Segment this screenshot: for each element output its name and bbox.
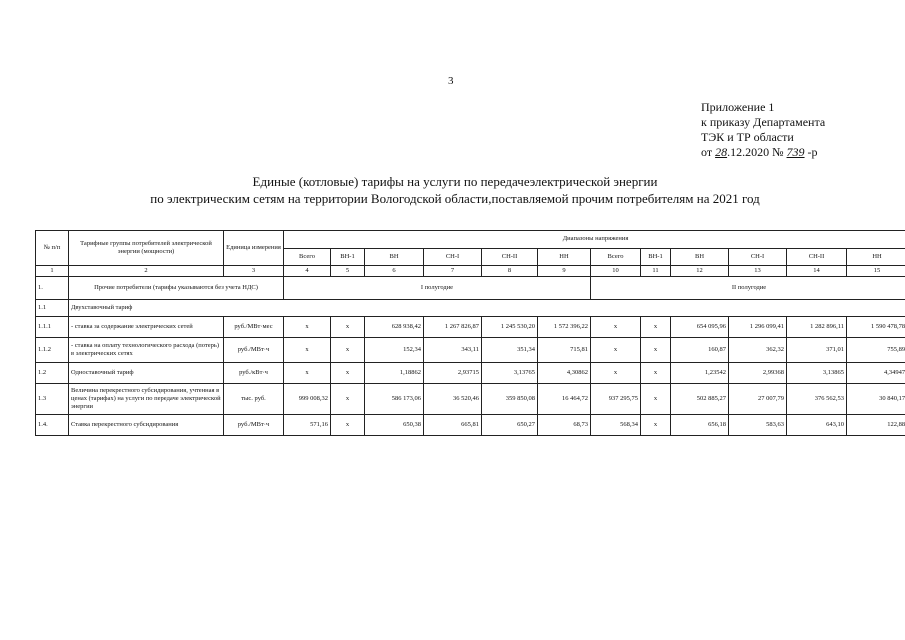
row-label: Ставка перекрестного субсидирования <box>69 415 224 436</box>
value-cell: 650,38 <box>365 415 424 436</box>
value-cell: 715,81 <box>538 338 591 363</box>
value-cell: 665,81 <box>424 415 482 436</box>
col-number: 10 <box>591 266 641 277</box>
appendix-date <box>701 145 825 160</box>
row-label: Одноставочный тариф <box>69 363 224 384</box>
value-cell: 362,32 <box>729 338 787 363</box>
value-cell: 2,99368 <box>729 363 787 384</box>
value-cell: 1 296 099,41 <box>729 317 787 338</box>
value-cell: 4,34947 <box>847 363 905 384</box>
appendix-line-2: к приказу Департамента <box>701 115 826 129</box>
row-num: 1.3 <box>36 384 69 415</box>
col-number: 8 <box>482 266 538 277</box>
row-label: Величина перекрестного субсидирования, учтенная в ценах (тарифах) на услуги по передаче электрической энергии <box>69 384 224 415</box>
header-row-1 <box>36 231 905 249</box>
table-row <box>36 363 905 384</box>
col-number: 3 <box>224 266 284 277</box>
value-cell: 1 245 530,20 <box>482 317 538 338</box>
value-cell: x <box>641 338 671 363</box>
section-row-1-1 <box>36 300 905 317</box>
half-year-1: I полугодие <box>284 277 591 300</box>
col-number: 9 <box>538 266 591 277</box>
level-cell: Всего <box>284 248 331 266</box>
level-cell: ВН <box>671 248 729 266</box>
header-unit: Единица измерения <box>224 231 284 266</box>
section-num: 1. <box>36 277 69 300</box>
value-cell: 1 590 478,78 <box>847 317 905 338</box>
value-cell: 376 562,53 <box>787 384 847 415</box>
value-cell: x <box>591 363 641 384</box>
document-title-line-1: Единые (котловые) тарифы на услуги по передачеэлектрической энергии <box>252 174 658 189</box>
column-number-row <box>36 266 905 277</box>
table-row <box>36 317 905 338</box>
value-cell: 571,16 <box>284 415 331 436</box>
value-cell: 568,34 <box>591 415 641 436</box>
value-cell: 152,34 <box>365 338 424 363</box>
level-cell: ВН <box>365 248 424 266</box>
appendix-block <box>701 100 825 160</box>
col-number: 2 <box>69 266 224 277</box>
value-cell: 359 850,08 <box>482 384 538 415</box>
col-number: 11 <box>641 266 671 277</box>
value-cell: 999 008,32 <box>284 384 331 415</box>
level-cell: НН <box>538 248 591 266</box>
value-cell: 643,10 <box>787 415 847 436</box>
value-cell: 1 282 896,11 <box>787 317 847 338</box>
value-cell: x <box>284 363 331 384</box>
date-day: 28 <box>715 145 728 159</box>
section-label: Двухставочный тариф <box>69 300 905 317</box>
value-cell: 122,88 <box>847 415 905 436</box>
col-number: 13 <box>729 266 787 277</box>
value-cell: 36 520,46 <box>424 384 482 415</box>
level-cell: НН <box>847 248 905 266</box>
col-number: 15 <box>847 266 905 277</box>
table-row <box>36 384 905 415</box>
value-cell: x <box>331 384 365 415</box>
col-number: 14 <box>787 266 847 277</box>
value-cell: 586 173,06 <box>365 384 424 415</box>
value-cell: 1 572 396,22 <box>538 317 591 338</box>
level-cell: СН-II <box>787 248 847 266</box>
row-num: 1.2 <box>36 363 69 384</box>
col-number: 7 <box>424 266 482 277</box>
value-cell: 27 007,79 <box>729 384 787 415</box>
value-cell: 3,13765 <box>482 363 538 384</box>
value-cell: 650,27 <box>482 415 538 436</box>
row-unit: руб./кВт·ч <box>224 363 284 384</box>
value-cell: 4,30862 <box>538 363 591 384</box>
value-cell: 1,23542 <box>671 363 729 384</box>
value-cell: x <box>331 363 365 384</box>
level-cell: СН-I <box>729 248 787 266</box>
value-cell: 628 938,42 <box>365 317 424 338</box>
col-number: 12 <box>671 266 729 277</box>
value-cell: 502 885,27 <box>671 384 729 415</box>
row-num: 1.1.1 <box>36 317 69 338</box>
header-group: Тарифные группы потребителей электрической энергии (мощности) <box>69 231 224 266</box>
value-cell: 654 095,96 <box>671 317 729 338</box>
value-cell: 68,73 <box>538 415 591 436</box>
value-cell: x <box>284 317 331 338</box>
row-label: - ставка за содержание электрических сетей <box>69 317 224 338</box>
value-cell: x <box>641 317 671 338</box>
date-rest: .12.2020 № <box>727 145 787 159</box>
value-cell: 343,11 <box>424 338 482 363</box>
header-ranges: Диапазоны напряжения <box>284 231 905 249</box>
section-num: 1.1 <box>36 300 69 317</box>
value-cell: 16 464,72 <box>538 384 591 415</box>
date-suffix: -р <box>804 145 818 159</box>
row-label: - ставка на оплату технологического расхода (потерь) в электрических сетях <box>69 338 224 363</box>
value-cell: 1 267 826,87 <box>424 317 482 338</box>
value-cell: x <box>331 317 365 338</box>
value-cell: x <box>641 384 671 415</box>
appendix-line-3: ТЭК и ТР области <box>701 130 794 144</box>
value-cell: 160,87 <box>671 338 729 363</box>
data-rows <box>36 317 905 436</box>
section-row-1 <box>36 277 905 300</box>
document-title-line-2: по электрическим сетям на территории Вологодской области,поставляемой прочим потребителям на 2021 год <box>150 191 760 206</box>
value-cell: 351,34 <box>482 338 538 363</box>
value-cell: 30 840,17 <box>847 384 905 415</box>
col-number: 4 <box>284 266 331 277</box>
value-cell: x <box>641 363 671 384</box>
tariff-table <box>35 230 905 436</box>
col-number: 5 <box>331 266 365 277</box>
value-cell: x <box>591 338 641 363</box>
value-cell: 937 295,75 <box>591 384 641 415</box>
row-num: 1.1.2 <box>36 338 69 363</box>
section-label: Прочие потребители (тарифы указываются без учета НДС) <box>69 277 284 300</box>
row-num: 1.4. <box>36 415 69 436</box>
table-row <box>36 415 905 436</box>
date-prefix: от <box>701 145 716 159</box>
page-number: 3 <box>448 75 454 87</box>
level-cell: СН-II <box>482 248 538 266</box>
col-number: 1 <box>36 266 69 277</box>
value-cell: 371,01 <box>787 338 847 363</box>
row-unit: руб./МВт·ч <box>224 415 284 436</box>
appendix-line-1: Приложение 1 <box>701 100 775 114</box>
value-cell: 3,13865 <box>787 363 847 384</box>
row-unit: тыс. руб. <box>224 384 284 415</box>
row-unit: руб./МВт·ч <box>224 338 284 363</box>
value-cell: x <box>591 317 641 338</box>
value-cell: 583,63 <box>729 415 787 436</box>
value-cell: x <box>284 338 331 363</box>
value-cell: 656,18 <box>671 415 729 436</box>
half-year-2: II полугодие <box>591 277 905 300</box>
value-cell: x <box>641 415 671 436</box>
value-cell: 1,18862 <box>365 363 424 384</box>
value-cell: x <box>331 415 365 436</box>
col-number: 6 <box>365 266 424 277</box>
level-cell: ВН-1 <box>331 248 365 266</box>
level-cell: СН-I <box>424 248 482 266</box>
value-cell: 755,89 <box>847 338 905 363</box>
value-cell: x <box>331 338 365 363</box>
level-cell: ВН-1 <box>641 248 671 266</box>
value-cell: 2,93715 <box>424 363 482 384</box>
header-num: № п/п <box>36 231 69 266</box>
row-unit: руб./МВт·мес <box>224 317 284 338</box>
table-row <box>36 338 905 363</box>
level-cell: Всего <box>591 248 641 266</box>
order-number: 739 <box>786 145 805 159</box>
